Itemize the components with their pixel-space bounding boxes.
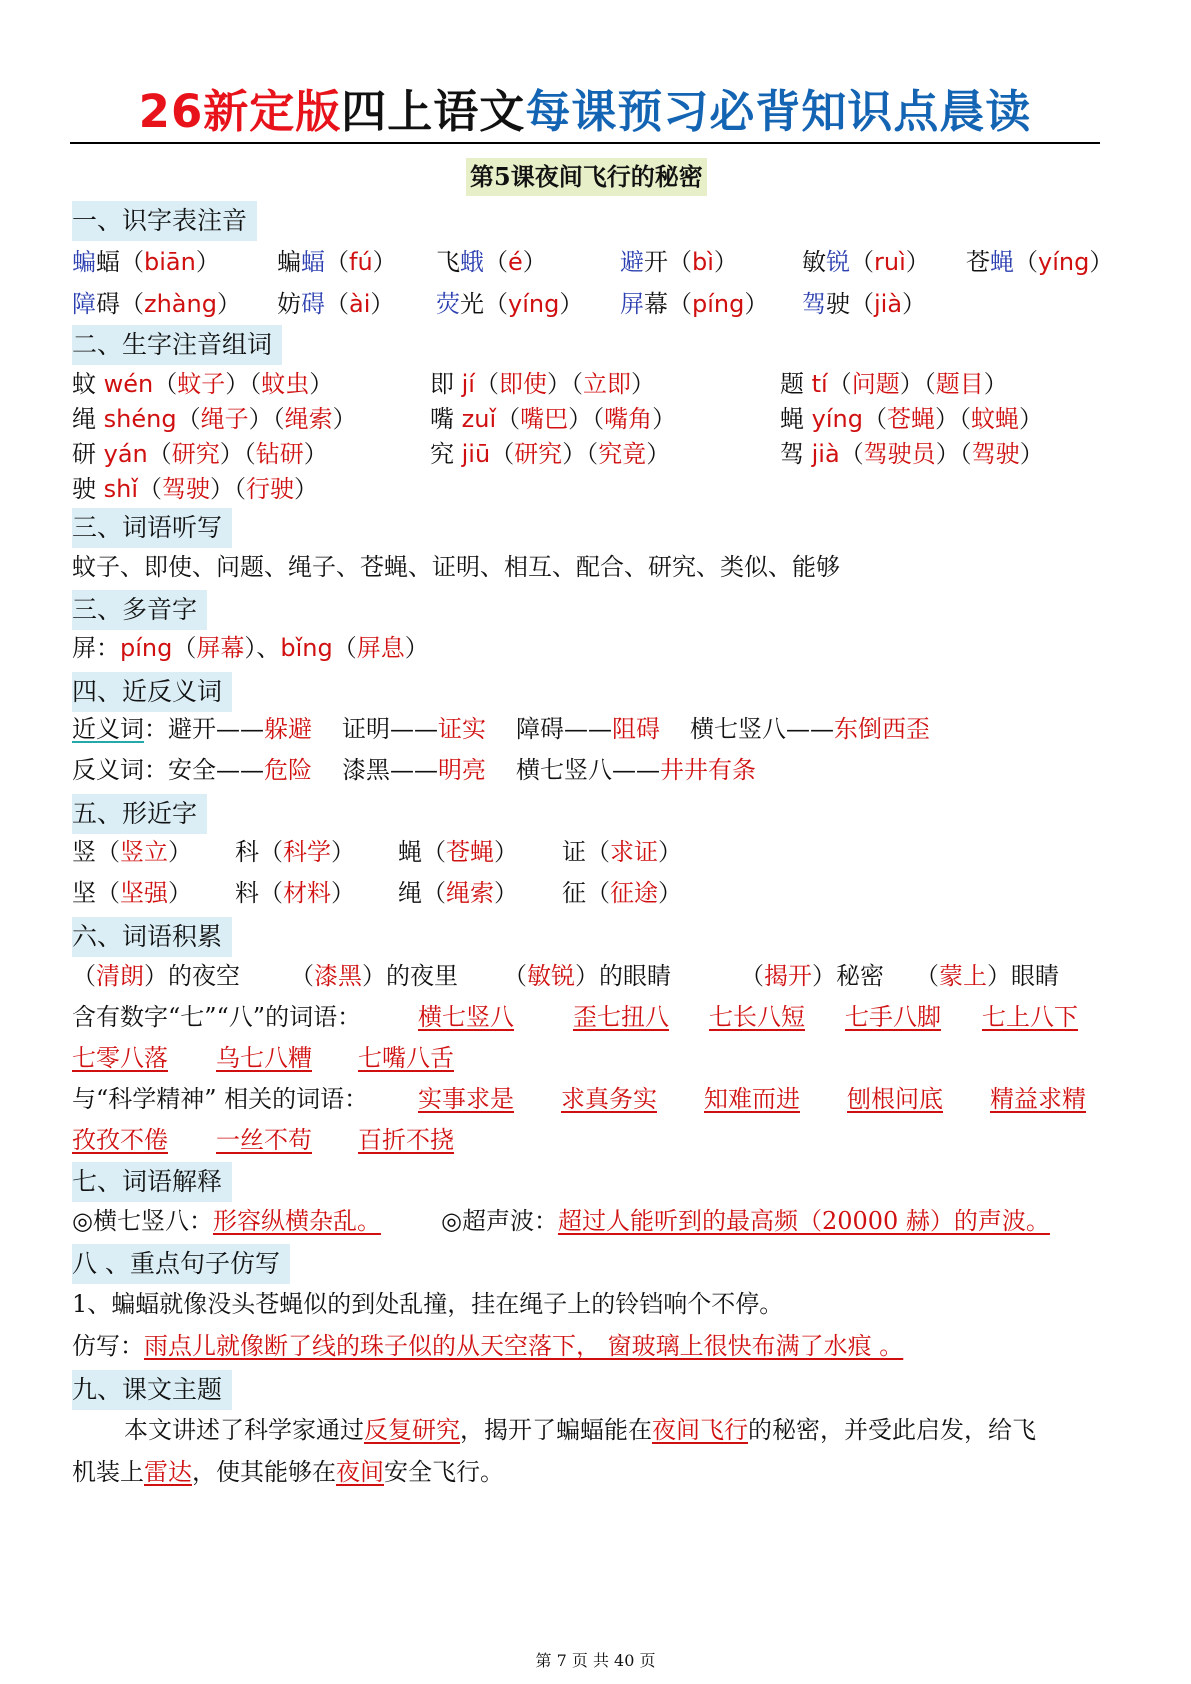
- new-char-word-2: 行驶: [246, 475, 295, 503]
- antonyms-line: 反义词：安全——危险 漆黑——明亮 横七竖八——井井有条: [72, 756, 756, 784]
- polyphone-line: 屏：píng（屏幕）、bǐng（屏息）: [72, 634, 429, 662]
- number-idiom: 横七竖八: [418, 1003, 514, 1031]
- synonym-word: 障碍: [516, 715, 564, 743]
- new-char-word-2: 钻研: [255, 440, 304, 468]
- number-idiom: 七手八脚: [845, 1003, 941, 1031]
- new-char: 驾: [780, 440, 804, 468]
- new-char-pinyin: shǐ: [103, 475, 139, 503]
- phrase-fill: 蒙上: [939, 962, 987, 990]
- explanation-1-def: 形容纵横杂乱。: [212, 1207, 381, 1235]
- science-idiom: 知难而进: [704, 1085, 800, 1113]
- pinyin-item-char-1: 蝙: [72, 248, 96, 276]
- phrase-fill: 敏锐: [527, 962, 575, 990]
- pinyin-item-char-1: 驾: [802, 290, 826, 318]
- theme-key-4: 夜间: [336, 1458, 384, 1486]
- phrase-item: （漆黑）的夜里: [290, 962, 458, 990]
- number-idiom: 七嘴八舌: [358, 1044, 454, 1072]
- new-char-word-2: 题目: [935, 370, 984, 398]
- new-char: 即: [430, 370, 454, 398]
- synonym-pair: 障碍——阻碍: [516, 715, 660, 743]
- science-idiom: 百折不挠: [358, 1126, 454, 1154]
- new-char-item: 驶 shǐ（驾驶）（行驶）: [72, 475, 319, 503]
- pinyin-item-char-1: 避: [620, 248, 644, 276]
- section-heading-8: 七、词语解释: [72, 1162, 232, 1202]
- theme-text-3: 的秘密，并受此启发，给飞: [748, 1416, 1036, 1444]
- pinyin-item: 飞蛾（é）: [436, 248, 547, 276]
- new-char: 研: [72, 440, 96, 468]
- phrase-item: （蒙上）眼睛: [915, 962, 1059, 990]
- pinyin-item-char-2: 蝠: [96, 248, 120, 276]
- similar-char-item: 蝇（苍蝇）: [398, 838, 518, 866]
- pinyin-item-char-1: 敏: [802, 248, 826, 276]
- polyphone-char: 屏: [72, 634, 96, 662]
- similar-char-word: 材料: [283, 879, 331, 907]
- pinyin-item-pinyin: ài: [349, 290, 371, 318]
- pinyin-item-pinyin: ruì: [874, 248, 906, 276]
- new-char-item: 研 yán（研究）（钻研）: [72, 440, 328, 468]
- pinyin-item-char-2: 驶: [826, 290, 850, 318]
- section-heading-2: 二、生字注音组词: [72, 325, 282, 365]
- synonym-word: 横七竖八: [690, 715, 786, 743]
- new-char-item: 嘴 zuǐ（嘴巴）（嘴角）: [430, 405, 677, 433]
- number-idiom: 七零八落: [72, 1044, 168, 1072]
- similar-char-item: 坚（坚强）: [72, 879, 192, 907]
- number-idioms-label: 含有数字“七”“八”的词语：: [72, 1003, 362, 1031]
- pinyin-item-char-1: 荧: [436, 290, 460, 318]
- phrase-item: （清朗）的夜空: [72, 962, 240, 990]
- new-char: 蚊: [72, 370, 96, 398]
- new-char-pinyin: jià: [811, 440, 840, 468]
- theme-key-3: 雷达: [144, 1458, 192, 1486]
- new-char-word-2: 立即: [582, 370, 631, 398]
- new-char-item: 蝇 yíng（苍蝇）（蚊蝇）: [780, 405, 1043, 433]
- synonyms-line: 近义词：避开——躲避 证明——证实 障碍——阻碍 横七竖八——东倒西歪: [72, 715, 930, 743]
- science-idiom: 实事求是: [418, 1085, 514, 1113]
- pinyin-item-char-1: 蝙: [277, 248, 301, 276]
- antonym-word: 安全: [168, 756, 216, 784]
- new-char-word-1: 苍蝇: [886, 405, 935, 433]
- similar-char: 坚: [72, 879, 96, 907]
- pinyin-item: 敏锐（ruì）: [802, 248, 930, 276]
- theme-key-1: 反复研究: [364, 1416, 460, 1444]
- pinyin-item-char-1: 苍: [966, 248, 990, 276]
- explanation-1-term: ◎横七竖八：: [72, 1207, 213, 1235]
- polyphone-pinyin-1: píng: [120, 634, 173, 662]
- science-idioms-label: 与“科学精神” 相关的词语：: [72, 1085, 369, 1113]
- pinyin-item: 避开（bì）: [620, 248, 738, 276]
- similar-char-item: 证（求证）: [562, 838, 682, 866]
- phrase-rest: 的夜空: [168, 962, 240, 990]
- similar-char-item: 竖（竖立）: [72, 838, 192, 866]
- new-char-word-2: 绳索: [284, 405, 333, 433]
- title-part-1: 26新定版: [138, 85, 342, 138]
- new-char-item: 究 jiū（研究）（究竟）: [430, 440, 671, 468]
- new-char-word-2: 蚊虫: [261, 370, 310, 398]
- science-idiom: 精益求精: [990, 1085, 1086, 1113]
- section-heading-9: 八 、重点句子仿写: [72, 1244, 290, 1284]
- pinyin-item-char-2: 蛾: [460, 248, 484, 276]
- pinyin-item: 苍蝇（yíng）: [966, 248, 1114, 276]
- theme-text-5: ，使其能够在: [192, 1458, 336, 1486]
- new-char-word-2: 蚊蝇: [970, 405, 1019, 433]
- phrase-fill: 漆黑: [314, 962, 362, 990]
- pinyin-item: 障碍（zhàng）: [72, 290, 241, 318]
- section-heading-5: 四、近反义词: [72, 672, 232, 712]
- antonym-answer: 井井有条: [660, 756, 756, 784]
- pinyin-item-char-2: 幕: [644, 290, 668, 318]
- new-char-pinyin: yán: [103, 440, 148, 468]
- page-title: [70, 82, 1100, 144]
- imitation-original: 1、蝙蝠就像没头苍蝇似的到处乱撞，挂在绳子上的铃铛响个不停。: [72, 1290, 784, 1318]
- phrase-item: （揭开）秘密: [740, 962, 884, 990]
- title-part-2: 四上语文: [341, 85, 526, 138]
- pinyin-item-char-2: 蝇: [990, 248, 1014, 276]
- similar-char-item: 料（材料）: [235, 879, 355, 907]
- phrase-rest: 的夜里: [386, 962, 458, 990]
- pinyin-item: 蝙蝠（fú）: [277, 248, 397, 276]
- new-char-word-1: 问题: [851, 370, 900, 398]
- new-char-word-1: 研究: [514, 440, 563, 468]
- pinyin-item-char-2: 开: [644, 248, 668, 276]
- imitation-line: [72, 1330, 903, 1362]
- pinyin-item: 屏幕（píng）: [620, 290, 769, 318]
- synonym-pair: 证明——证实: [342, 715, 486, 743]
- new-char-pinyin: jiū: [461, 440, 491, 468]
- similar-char: 征: [562, 879, 586, 907]
- pinyin-item: 妨碍（ài）: [277, 290, 395, 318]
- new-char-word-1: 绳子: [200, 405, 249, 433]
- similar-char-item: 科（科学）: [235, 838, 355, 866]
- pinyin-item-pinyin: é: [508, 248, 523, 276]
- new-char-pinyin: wén: [103, 370, 154, 398]
- antonym-pair: 横七竖八——井井有条: [516, 756, 756, 784]
- theme-text-2: ，揭开了蝙蝠能在: [460, 1416, 652, 1444]
- theme-text-4: 机装上: [72, 1458, 144, 1486]
- section-heading-7: 六、词语积累: [72, 917, 232, 957]
- science-idiom: 求真务实: [561, 1085, 657, 1113]
- pinyin-item-char-1: 障: [72, 290, 96, 318]
- antonym-pair: 漆黑——明亮: [342, 756, 486, 784]
- similar-char-item: 绳（绳索）: [398, 879, 518, 907]
- pinyin-item-char-1: 飞: [436, 248, 460, 276]
- antonym-answer: 危险: [264, 756, 312, 784]
- new-char: 绳: [72, 405, 96, 433]
- imitation-text: 雨点儿就像断了线的珠子似的从天空落下， 窗玻璃上很快布满了水痕 。: [144, 1332, 904, 1360]
- new-char-word-1: 蚊子: [177, 370, 226, 398]
- similar-char-word: 征途: [610, 879, 658, 907]
- pinyin-item-char-2: 碍: [301, 290, 325, 318]
- phrase-rest: 眼睛: [1011, 962, 1059, 990]
- synonym-answer: 阻碍: [612, 715, 660, 743]
- pinyin-item-char-2: 碍: [96, 290, 120, 318]
- pinyin-item-char-2: 光: [460, 290, 484, 318]
- dictation-words: 蚊子、即使、问题、绳子、苍蝇、证明、相互、配合、研究、类似、能够: [72, 553, 840, 581]
- pinyin-item-pinyin: bì: [692, 248, 714, 276]
- new-char-word-1: 驾驶员: [863, 440, 936, 468]
- new-char-word-1: 嘴巴: [520, 405, 569, 433]
- theme-key-2: 夜间飞行: [652, 1416, 748, 1444]
- explanation-2: [441, 1205, 1054, 1237]
- pinyin-item-pinyin: fú: [349, 248, 373, 276]
- explanation-2-term: ◎超声波：: [441, 1207, 558, 1235]
- page-footer: 第 7 页 共 40 页: [535, 1651, 656, 1670]
- similar-char: 证: [562, 838, 586, 866]
- section-heading-10: 九、课文主题: [72, 1370, 232, 1410]
- number-idiom: 七上八下: [982, 1003, 1078, 1031]
- science-idiom: 刨根问底: [847, 1085, 943, 1113]
- science-idiom: 一丝不苟: [216, 1126, 312, 1154]
- lesson-title: 第5课夜间飞行的秘密: [466, 158, 707, 196]
- new-char: 嘴: [430, 405, 454, 433]
- synonyms-label: 近义词: [72, 715, 144, 743]
- new-char-word-2: 驾驶: [971, 440, 1020, 468]
- synonym-pair: 避开——躲避: [168, 715, 312, 743]
- synonym-answer: 东倒西歪: [834, 715, 930, 743]
- number-idiom: 七长八短: [709, 1003, 805, 1031]
- new-char-pinyin: yíng: [811, 405, 863, 433]
- new-char: 蝇: [780, 405, 804, 433]
- polyphone-word-1: 屏幕: [196, 634, 245, 662]
- similar-char-word: 苍蝇: [446, 838, 494, 866]
- similar-char-word: 绳索: [446, 879, 494, 907]
- pinyin-item-pinyin: yíng: [508, 290, 560, 318]
- polyphone-pinyin-2: bǐng: [280, 634, 333, 662]
- new-char-item: 绳 shéng（绳子）（绳索）: [72, 405, 357, 433]
- number-idiom: 乌七八糟: [216, 1044, 312, 1072]
- new-char-word-1: 即使: [498, 370, 547, 398]
- new-char-pinyin: jí: [461, 370, 475, 398]
- section-heading-1: 一、识字表注音: [72, 201, 257, 241]
- synonym-answer: 证实: [438, 715, 486, 743]
- new-char-item: 题 tí（问题）（题目）: [780, 370, 1008, 398]
- synonym-answer: 躲避: [264, 715, 312, 743]
- pinyin-item-char-2: 蝠: [301, 248, 325, 276]
- new-char-pinyin: shéng: [103, 405, 177, 433]
- pinyin-item-pinyin: zhàng: [144, 290, 217, 318]
- polyphone-word-2: 屏息: [356, 634, 405, 662]
- synonym-word: 避开: [168, 715, 216, 743]
- phrase-item: （敏锐）的眼睛: [503, 962, 671, 990]
- phrase-fill: 揭开: [764, 962, 812, 990]
- new-char-pinyin: tí: [811, 370, 828, 398]
- similar-char-word: 竖立: [120, 838, 168, 866]
- synonym-pair: 横七竖八——东倒西歪: [690, 715, 930, 743]
- antonyms-label: 反义词: [72, 756, 144, 784]
- similar-char: 蝇: [398, 838, 422, 866]
- antonym-answer: 明亮: [438, 756, 486, 784]
- pinyin-item-pinyin: yíng: [1038, 248, 1090, 276]
- theme-line-1: [124, 1414, 1036, 1446]
- number-idioms-line-1: [72, 1001, 361, 1033]
- similar-char-word: 求证: [610, 838, 658, 866]
- phrase-rest: 的眼睛: [599, 962, 671, 990]
- pinyin-item: 驾驶（jià）: [802, 290, 927, 318]
- theme-line-2: [72, 1456, 504, 1488]
- explanation-1: [72, 1205, 393, 1237]
- theme-text-1: 本文讲述了科学家通过: [124, 1416, 364, 1444]
- new-char: 驶: [72, 475, 96, 503]
- number-idiom: 歪七扭八: [573, 1003, 669, 1031]
- similar-char: 竖: [72, 838, 96, 866]
- new-char-pinyin: zuǐ: [461, 405, 497, 433]
- explanation-2-def: 超过人能听到的最高频（20000 赫）的声波。: [557, 1207, 1050, 1235]
- theme-text-6: 安全飞行。: [384, 1458, 504, 1486]
- similar-char: 科: [235, 838, 259, 866]
- similar-char-item: 征（征途）: [562, 879, 682, 907]
- new-char-item: 即 jí（即使）（立即）: [430, 370, 655, 398]
- similar-char-word: 科学: [283, 838, 331, 866]
- synonym-word: 证明: [342, 715, 390, 743]
- antonym-pair: 安全——危险: [168, 756, 312, 784]
- antonym-word: 漆黑: [342, 756, 390, 784]
- new-char: 究: [430, 440, 454, 468]
- pinyin-item-pinyin: jià: [874, 290, 903, 318]
- pinyin-item-pinyin: biān: [144, 248, 196, 276]
- antonym-word: 横七竖八: [516, 756, 612, 784]
- pinyin-item-char-2: 锐: [826, 248, 850, 276]
- similar-char: 绳: [398, 879, 422, 907]
- pinyin-item-char-1: 屏: [620, 290, 644, 318]
- section-heading-4: 三、多音字: [72, 590, 207, 630]
- similar-char-word: 坚强: [120, 879, 168, 907]
- similar-char: 料: [235, 879, 259, 907]
- new-char-word-2: 嘴角: [604, 405, 653, 433]
- pinyin-item: 荧光（yíng）: [436, 290, 584, 318]
- new-char-word-1: 驾驶: [162, 475, 211, 503]
- pinyin-item: 蝙蝠（biān）: [72, 248, 220, 276]
- science-idioms-line-1: [72, 1083, 368, 1115]
- new-char-item: 驾 jià（驾驶员）（驾驶）: [780, 440, 1044, 468]
- new-char: 题: [780, 370, 804, 398]
- new-char-word-1: 研究: [171, 440, 220, 468]
- title-part-3: 每课预习必背知识点晨读: [525, 85, 1032, 138]
- section-heading-3: 三、词语听写: [72, 508, 232, 548]
- new-char-word-2: 究竟: [598, 440, 647, 468]
- section-heading-6: 五、形近字: [72, 794, 207, 834]
- pinyin-item-char-1: 妨: [277, 290, 301, 318]
- phrase-rest: 秘密: [836, 962, 884, 990]
- new-char-item: 蚊 wén（蚊子）（蚊虫）: [72, 370, 334, 398]
- pinyin-item-pinyin: píng: [692, 290, 745, 318]
- science-idiom: 孜孜不倦: [72, 1126, 168, 1154]
- imitation-label: 仿写：: [72, 1332, 144, 1360]
- phrase-fill: 清朗: [96, 962, 144, 990]
